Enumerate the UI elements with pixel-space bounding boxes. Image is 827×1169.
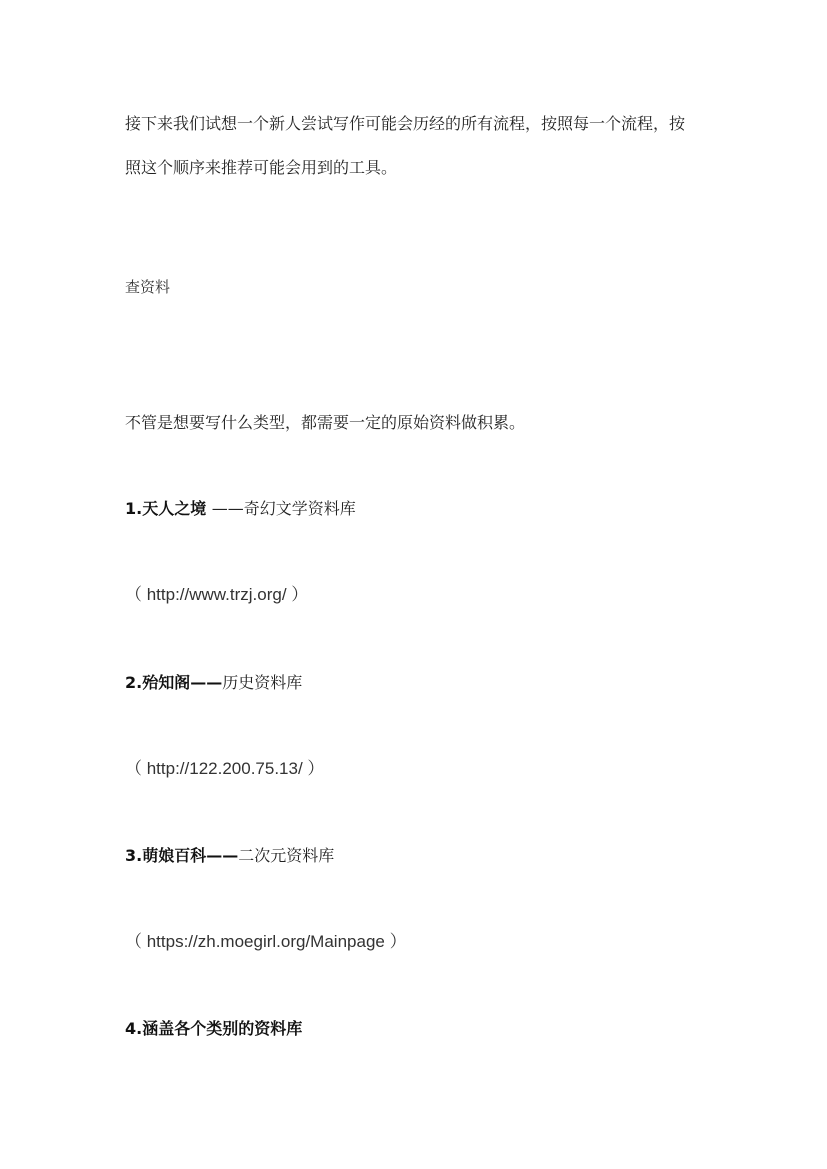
- intro-line-2: 照这个顺序来推荐可能会用到的工具。: [125, 158, 398, 177]
- resource-item-2: [125, 673, 725, 693]
- resource-item-4: [125, 1019, 725, 1039]
- section-intro: 不管是想要写什么类型，都需要一定的原始资料做积累。: [125, 413, 526, 432]
- resource-title: 4.涵盖各个类别的资料库: [125, 1019, 303, 1038]
- resource-title: 3.萌娘百科——: [125, 846, 239, 865]
- resource-title: 1.天人之境: [125, 499, 212, 518]
- resource-description: 二次元资料库: [238, 846, 335, 865]
- intro-line-1: 接下来我们试想一个新人尝试写作可能会历经的所有流程，按照每一个流程，按: [125, 114, 686, 133]
- resource-description: 历史资料库: [222, 673, 303, 692]
- section-heading: 查资料: [125, 278, 171, 296]
- resource-title: 2.殆知阁——: [125, 673, 223, 692]
- resource-url-1[interactable]: （ http://www.trzj.org/ ）: [125, 585, 309, 604]
- resource-item-1: [125, 499, 725, 519]
- resource-url-2[interactable]: （ http://122.200.75.13/ ）: [125, 759, 325, 778]
- resource-item-3: [125, 846, 725, 866]
- resource-description: ——奇幻文学资料库: [211, 499, 356, 518]
- resource-url-3[interactable]: （ https://zh.moegirl.org/Mainpage ）: [125, 932, 407, 951]
